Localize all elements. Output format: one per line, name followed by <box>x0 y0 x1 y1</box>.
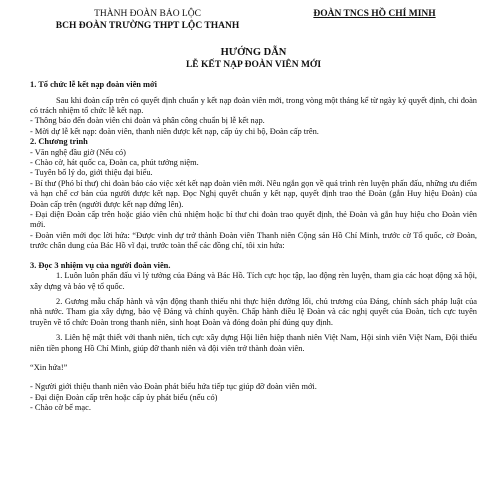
document-header <box>30 8 477 32</box>
document-title: HƯỚNG DẪN <box>220 47 287 58</box>
union-name: ĐOÀN TNCS HỒ CHÍ MINH <box>313 9 436 19</box>
section-2-bullet: - Văn nghệ đầu giờ (Nếu có) <box>30 147 126 157</box>
organization-parent: THÀNH ĐOÀN BẢO LỘC <box>94 9 201 19</box>
document-subtitle: LỄ KẾT NẠP ĐOÀN VIÊN MỚI <box>185 60 322 70</box>
section-1-heading: 1. Tổ chức lễ kết nạp đoàn viên mới <box>30 80 158 89</box>
section-2-bullet: - Bí thư (Phó bí thư) chi đoàn báo cáo việc xét kết nạp đoàn viên mới. Nêu ngắn gọn về quá trình rèn luyện phấn đấu, những ưu điểm và hạn chế cơ bản của người được kết nạp. Đọc Nghị quyết chuẩn y kết nạp, quyết định trao thẻ Đoàn (gắn Huy hiệu Đoàn) của Đoàn cấp trên (người được kết nạp đứng lên). <box>30 178 477 209</box>
closing-bullet: - Chào cờ bế mạc. <box>30 403 91 413</box>
promise-line: “Xin hứa!” <box>30 363 68 373</box>
organization-name: BCH ĐOÀN TRƯỜNG THPT LỘC THANH <box>55 21 240 31</box>
section-2-heading: 2. Chương trình <box>30 137 88 147</box>
duty-item-2: 2. Gương mẫu chấp hành và vận động thanh thiếu nhi thực hiện đường lối, chủ trương của Đảng, chính sách pháp luật của nhà nước. Tham gia xây dựng, bảo vệ Đảng và chính quyền. Chấp hành điều lệ Đoàn và các nghị quyết của Đoàn, tích cực tuyên truyền về tổ chức Đoàn trong thanh niên, sinh hoạt Đoàn và đóng đoàn phí đúng quy định. <box>30 297 477 327</box>
section-2-bullet: - Đại diện Đoàn cấp trên hoặc giáo viên chủ nhiệm hoặc bí thư chi đoàn trao quyết định, thẻ Đoàn và gắn huy hiệu cho Đoàn viên mới. <box>30 210 477 230</box>
section-2-bullet: - Chào cờ, hát quốc ca, Đoàn ca, phút tưởng niệm. <box>30 158 199 168</box>
section-1-bullet: - Mời dự lễ kết nạp: đoàn viên, thanh niên được kết nạp, cấp ủy chi bộ, Đoàn cấp trên. <box>30 126 319 136</box>
union-block <box>272 8 477 20</box>
duty-item-3: 3. Liên hệ mật thiết với thanh niên, tích cực xây dựng Hội liên hiệp thanh niên Việt Nam, Hội sinh viên Việt Nam, Đội thiếu niên tiền phong Hồ Chí Minh, giúp đỡ thanh niên và đội viên trở thành đoàn viên. <box>30 333 477 353</box>
section-2-bullet: - Tuyên bố lý do, giới thiệu đại biểu. <box>30 168 153 178</box>
organization-block <box>30 8 265 32</box>
closing-bullet: - Đại diện Đoàn cấp trên hoặc cấp ủy phát biểu (nếu có) <box>30 392 218 402</box>
duty-item-1: 1. Luôn luôn phấn đấu vì lý tưởng của Đảng và Bác Hồ. Tích cực học tập, lao động rèn luyện, tham gia các hoạt động xã hội, xây dựng và bảo vệ tổ quốc. <box>30 271 477 291</box>
section-1-bullet: - Thông báo đến đoàn viên chi đoàn và phân công chuẩn bị lễ kết nạp. <box>30 116 265 126</box>
section-1-paragraph: Sau khi đoàn cấp trên có quyết định chuẩn y kết nạp đoàn viên mới, trong vòng một tháng kể từ ngày ký quyết định, chi đoàn có trách nhiệm tổ chức lễ kết nạp. <box>30 95 477 115</box>
section-2-bullet: - Đoàn viên mới đọc lời hứa: “Được vinh dự trở thành Đoàn viên Thanh niên Cộng sản Hồ Chí Minh, trước cờ Tổ quốc, cờ Đoàn, trước chân dung của Bác Hồ vĩ đại, trước toàn thể các đồng chí, tôi xin hứa: <box>30 230 477 251</box>
section-3-heading: 3. Đọc 3 nhiệm vụ của người đoàn viên. <box>30 260 171 270</box>
closing-bullet: - Người giới thiệu thanh niên vào Đoàn phát biểu hứa tiếp tục giúp đỡ đoàn viên mới. <box>30 382 317 392</box>
